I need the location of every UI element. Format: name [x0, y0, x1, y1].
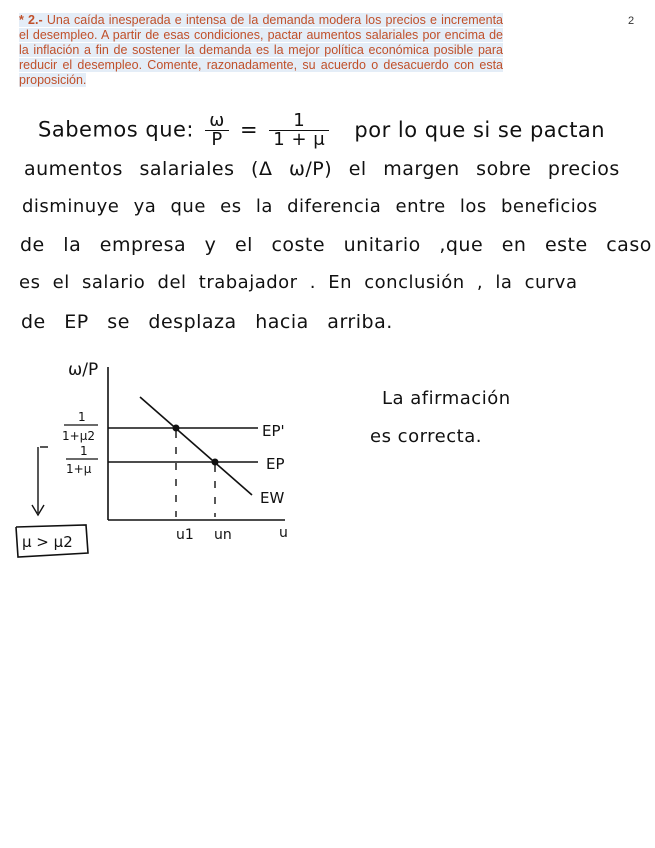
fraction-p-den: P — [211, 129, 223, 150]
question-body: Una caída inesperada e intensa de la demanda modera los precios e incrementa el desempleo. A partir de esas condiciones, pactar aumentos salariales por encima de la inflación a fin de sostener la demanda es la mejor política económica posible para reducir el desempleo. Comente, razonadamente, su acuerdo o desacuerdo con esta proposición. — [19, 13, 503, 87]
tick-upper-fraction — [62, 410, 98, 443]
tick-upper-num: 1 — [78, 410, 86, 424]
conclusion-line-1: La afirmación — [382, 388, 511, 409]
tick-lower-fraction — [66, 444, 98, 476]
x-tick-un: un — [214, 527, 232, 543]
conclusion-line-2: es correcta. — [370, 426, 482, 447]
answer-line-2: aumentos salariales (Δ ω/P) el margen sobre precios — [24, 158, 620, 180]
x-axis-label: u — [279, 525, 288, 541]
answer-line-5: es el salario del trabajador . En conclusión , la curva — [19, 272, 578, 293]
tick-upper-den: 1+μ2 — [62, 429, 95, 443]
fraction-w-over-p — [205, 112, 229, 149]
curve-ep-label: EP — [266, 455, 285, 473]
intersection-ep — [212, 459, 219, 466]
fraction-one-over-mu — [269, 112, 329, 149]
answer-line-1-start: Sabemos que: — [38, 117, 195, 142]
answer-line-1-end: por lo que si se pactan — [354, 117, 606, 142]
curve-ew-label: EW — [260, 489, 285, 507]
tick-lower-den: 1+μ — [66, 462, 92, 476]
fraction-one-num: 1 — [269, 112, 329, 131]
mu-note-box — [16, 525, 88, 557]
question-text — [19, 13, 503, 88]
answer-line-4: de la empresa y el coste unitario ,que en este caso — [20, 234, 652, 256]
answer-line-3: disminuye ya que es la diferencia entre los beneficios — [22, 196, 598, 217]
intersection-ep-shifted — [173, 425, 180, 432]
equals-sign: = — [239, 117, 259, 142]
answer-line-1 — [38, 112, 605, 149]
y-axis-label: ω/P — [68, 360, 99, 380]
fraction-mu-den: 1 + μ — [273, 129, 326, 150]
answer-line-6: de EP se desplaza hacia arriba. — [21, 311, 393, 333]
ep-ew-graph — [0, 345, 330, 575]
question-marker: * 2.- — [19, 13, 43, 27]
mu-note-text: μ > μ2 — [22, 533, 73, 551]
curve-ep-shifted-label: EP' — [262, 422, 285, 440]
x-tick-u1: u1 — [176, 527, 194, 543]
page-number: 2 — [628, 15, 635, 27]
tick-lower-num: 1 — [80, 444, 88, 458]
fraction-w-num: ω — [205, 112, 229, 131]
down-arrow-icon — [32, 447, 48, 515]
curve-ew — [140, 397, 252, 495]
